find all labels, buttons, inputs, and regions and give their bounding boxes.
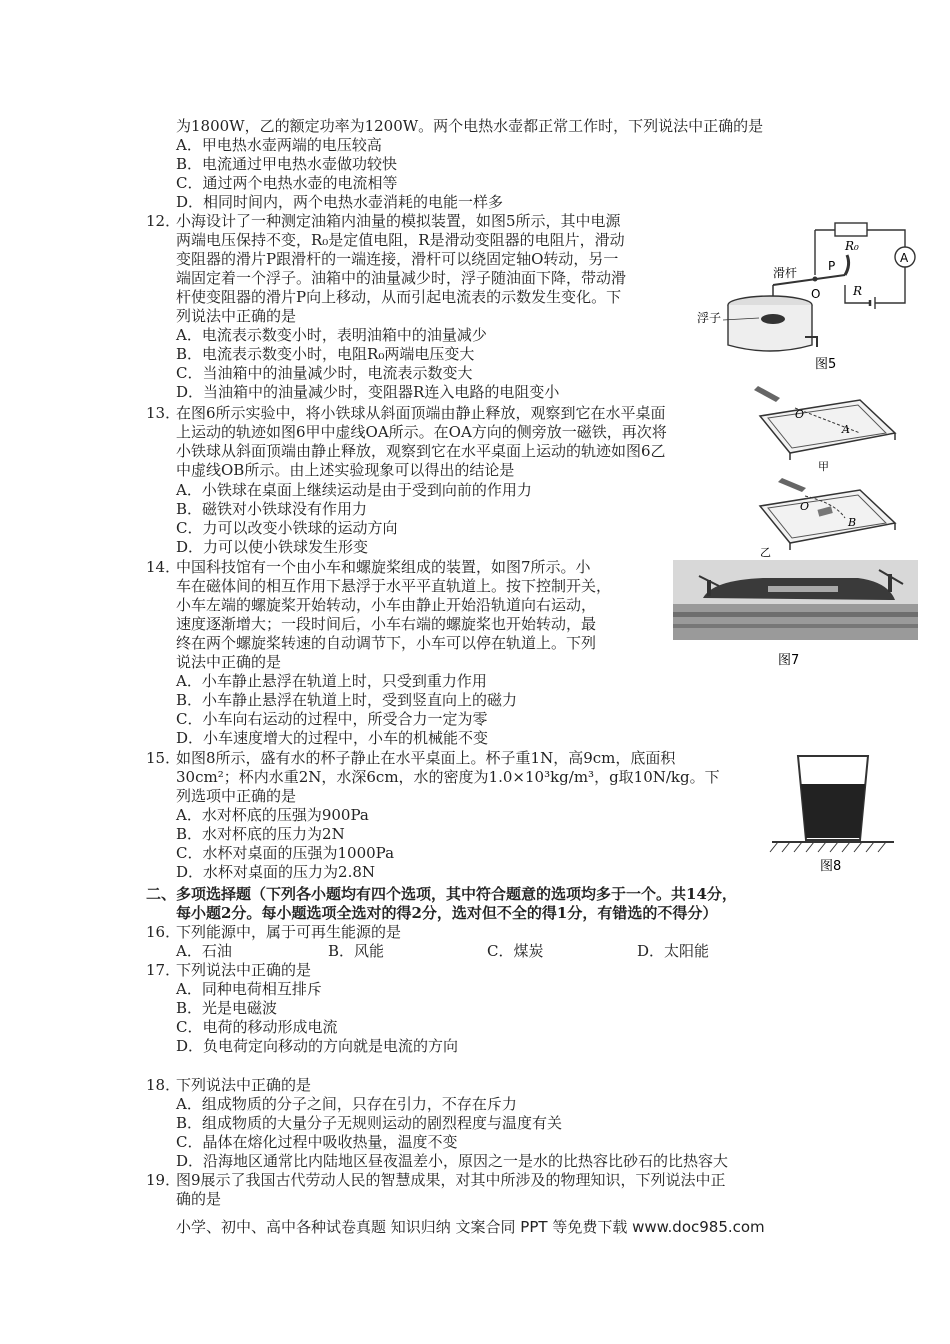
q12-option-b: B．电流表示数变小时，电阻R₀两端电压变大 bbox=[176, 345, 475, 363]
label-float: 浮子 bbox=[697, 311, 722, 325]
figure-7-maglev-car-photo bbox=[673, 560, 918, 672]
q13-stem-line: 在图6所示实验中，将小铁球从斜面顶端由静止释放，观察到它在水平桌面 bbox=[176, 404, 666, 422]
q18-option-a: A．组成物质的分子之间，只存在引力，不存在斥力 bbox=[176, 1095, 517, 1113]
q19-number: 19． bbox=[146, 1171, 181, 1189]
q18-option-c: C．晶体在熔化过程中吸收热量，温度不变 bbox=[176, 1133, 458, 1151]
q14-stem-line: 小车左端的螺旋桨开始转动，小车由静止开始沿轨道向右运动， bbox=[176, 596, 597, 614]
q16-number: 16． bbox=[146, 923, 181, 941]
q15-option-b: B．水对杯底的压力为2N bbox=[176, 825, 345, 843]
q17-stem: 下列说法中正确的是 bbox=[176, 961, 312, 979]
q18-number: 18． bbox=[146, 1076, 181, 1094]
section-2-heading: 二、多项选择题（下列各小题均有四个选项，其中符合题意的选项均多于一个。共14分， bbox=[146, 885, 737, 903]
q13-stem-line: 小铁球从斜面顶端由静止释放，观察到它在水平桌面上运动的轨迹如图6乙 bbox=[176, 442, 666, 460]
q13-number: 13． bbox=[146, 404, 181, 422]
q14-stem-line: 说法中正确的是 bbox=[176, 653, 282, 671]
q14-option-d: D．小车速度增大的过程中，小车的机械能不变 bbox=[176, 729, 489, 747]
label-o: O bbox=[811, 287, 821, 301]
table-jia bbox=[760, 400, 895, 453]
page-footer-watermark: 小学、初中、高中各种试卷真题 知识归纳 文案合同 PPT 等免费下载 www.doc985.com bbox=[176, 1218, 765, 1236]
q16-stem: 下列能源中，属于可再生能源的是 bbox=[176, 923, 402, 941]
label-o-jia: O bbox=[795, 408, 805, 421]
q12-option-a: A．电流表示数变小时，表明油箱中的油量减少 bbox=[176, 326, 487, 344]
label-a: A bbox=[842, 423, 850, 436]
q19-stem-line: 确的是 bbox=[176, 1190, 222, 1208]
q15-option-c: C．水杯对桌面的压强为1000Pa bbox=[176, 844, 395, 862]
figure-7-caption: 图7 bbox=[778, 653, 800, 668]
q13-option-c: C．力可以改变小铁球的运动方向 bbox=[176, 519, 398, 537]
q11-option-c: C．通过两个电热水壶的电流相等 bbox=[176, 174, 398, 192]
q15-option-d: D．水杯对桌面的压力为2.8N bbox=[176, 863, 376, 881]
q17-number: 17． bbox=[146, 961, 181, 979]
track bbox=[673, 604, 918, 640]
q12-stem-line: 列说法中正确的是 bbox=[176, 307, 297, 325]
q14-stem-line: 中国科技馆有一个由小车和螺旋桨组成的装置，如图7所示。小 bbox=[176, 558, 591, 576]
q14-number: 14． bbox=[146, 558, 181, 576]
q13-stem-line: 上运动的轨迹如图6甲中虚线OA所示。在OA方向的侧旁放一磁铁，再次将 bbox=[176, 423, 667, 441]
q14-option-c: C．小车向右运动的过程中，所受合力一定为零 bbox=[176, 710, 488, 728]
label-rod: 滑杆 bbox=[773, 266, 798, 280]
figure-5-oil-gauge-diagram bbox=[695, 205, 920, 375]
ramp-jia bbox=[754, 386, 780, 402]
q17-option-d: D．负电荷定向移动的方向就是电流的方向 bbox=[176, 1037, 459, 1055]
q12-stem-line: 杆使变阻器的滑片P向上移动，从而引起电流表的示数发生变化。下 bbox=[176, 288, 622, 306]
q17-option-b: B．光是电磁波 bbox=[176, 999, 278, 1017]
q15-number: 15． bbox=[146, 749, 181, 767]
q12-option-c: C．当油箱中的油量减少时，电流表示数变大 bbox=[176, 364, 473, 382]
label-o-yi: O bbox=[800, 500, 810, 513]
q17-option-c: C．电荷的移动形成电流 bbox=[176, 1018, 338, 1036]
q11-option-a: A．甲电热水壶两端的电压较高 bbox=[176, 136, 382, 154]
figure-8-caption: 图8 bbox=[820, 859, 842, 874]
label-r0: R₀ bbox=[845, 239, 859, 253]
q14-stem-line: 车在磁体间的相互作用下悬浮于水平平直轨道上。按下控制开关， bbox=[176, 577, 612, 595]
label-b: B bbox=[848, 516, 857, 529]
section-2-heading-cont: 每小题2分。每小题选项全选对的得2分，选对但不全的得1分，有错选的不得分） bbox=[176, 904, 718, 922]
table-yi bbox=[760, 490, 895, 543]
q16-option-c: C．煤炭 bbox=[487, 942, 544, 960]
q18-option-d: D．沿海地区通常比内陆地区昼夜温差小，原因之一是水的比热容比砂石的比热容大 bbox=[176, 1152, 729, 1170]
figure-6-incline-diagram bbox=[750, 378, 900, 558]
figure-8-cup-diagram bbox=[768, 752, 898, 877]
q11-option-b: B．电流通过甲电热水壶做功较快 bbox=[176, 155, 398, 173]
label-jia: 甲 bbox=[818, 460, 829, 473]
label-r: R bbox=[853, 284, 863, 298]
q11-stem-continued: 为1800W，乙的额定功率为1200W。两个电热水壶都正常工作时，下列说法中正确的是 bbox=[176, 117, 764, 135]
q18-stem: 下列说法中正确的是 bbox=[176, 1076, 312, 1094]
q12-number: 12． bbox=[146, 212, 181, 230]
q17-option-a: A．同种电荷相互排斥 bbox=[176, 980, 322, 998]
q16-option-d: D．太阳能 bbox=[637, 942, 710, 960]
figure-5-caption: 图5 bbox=[815, 357, 837, 372]
q12-option-d: D．当油箱中的油量减少时，变阻器R连入电路的电阻变小 bbox=[176, 383, 560, 401]
q15-stem-line: 如图8所示，盛有水的杯子静止在水平桌面上。杯子重1N，高9cm，底面积 bbox=[176, 749, 676, 767]
q12-stem-line: 小海设计了一种测定油箱内油量的模拟装置，如图5所示，其中电源 bbox=[176, 212, 621, 230]
q13-option-b: B．磁铁对小铁球没有作用力 bbox=[176, 500, 368, 518]
q11-option-d: D．相同时间内，两个电热水壶消耗的电能一样多 bbox=[176, 193, 504, 211]
float-icon bbox=[761, 314, 785, 324]
label-yi: 乙 bbox=[760, 546, 771, 558]
q14-option-b: B．小车静止悬浮在轨道上时，受到竖直向上的磁力 bbox=[176, 691, 518, 709]
q13-option-d: D．力可以使小铁球发生形变 bbox=[176, 538, 369, 556]
q18-option-b: B．组成物质的大量分子无规则运动的剧烈程度与温度有关 bbox=[176, 1114, 563, 1132]
q12-stem-line: 端固定着一个浮子。油箱中的油量减少时，浮子随油面下降，带动滑 bbox=[176, 269, 627, 287]
q16-option-b: B．风能 bbox=[328, 942, 385, 960]
q14-stem-line: 速度逐渐增大；一段时间后，小车右端的螺旋桨也开始转动，最 bbox=[176, 615, 597, 633]
q12-stem-line: 变阻器的滑片P跟滑杆的一端连接，滑杆可以绕固定轴O转动，另一 bbox=[176, 250, 619, 268]
q12-stem-line: 两端电压保持不变，R₀是定值电阻，R是滑动变阻器的电阻片，滑动 bbox=[176, 231, 625, 249]
label-p: P bbox=[828, 259, 836, 273]
water bbox=[801, 784, 865, 838]
q14-stem-line: 终在两个螺旋桨转速的自动调节下，小车可以停在轨道上。下列 bbox=[176, 634, 597, 652]
pivot-o bbox=[813, 277, 818, 282]
ramp-yi bbox=[778, 478, 806, 492]
q15-stem-line: 列选项中正确的是 bbox=[176, 787, 297, 805]
q19-stem-line: 图9展示了我国古代劳动人民的智慧成果，对其中所涉及的物理知识，下列说法中正 bbox=[176, 1171, 726, 1189]
q16-option-a: A．石油 bbox=[176, 942, 232, 960]
q14-option-a: A．小车静止悬浮在轨道上时，只受到重力作用 bbox=[176, 672, 487, 690]
resistor-r bbox=[845, 255, 849, 275]
label-ammeter: A bbox=[900, 251, 909, 265]
q13-stem-line: 中虚线OB所示。由上述实验现象可以得出的结论是 bbox=[176, 461, 515, 479]
resistor-r0 bbox=[835, 223, 867, 236]
q15-stem-line: 30cm²；杯内水重2N，水深6cm，水的密度为1.0×10³kg/m³，g取10N/kg。下 bbox=[176, 768, 720, 786]
q13-option-a: A．小铁球在桌面上继续运动是由于受到向前的作用力 bbox=[176, 481, 532, 499]
q15-option-a: A．水对杯底的压强为900Pa bbox=[176, 806, 369, 824]
